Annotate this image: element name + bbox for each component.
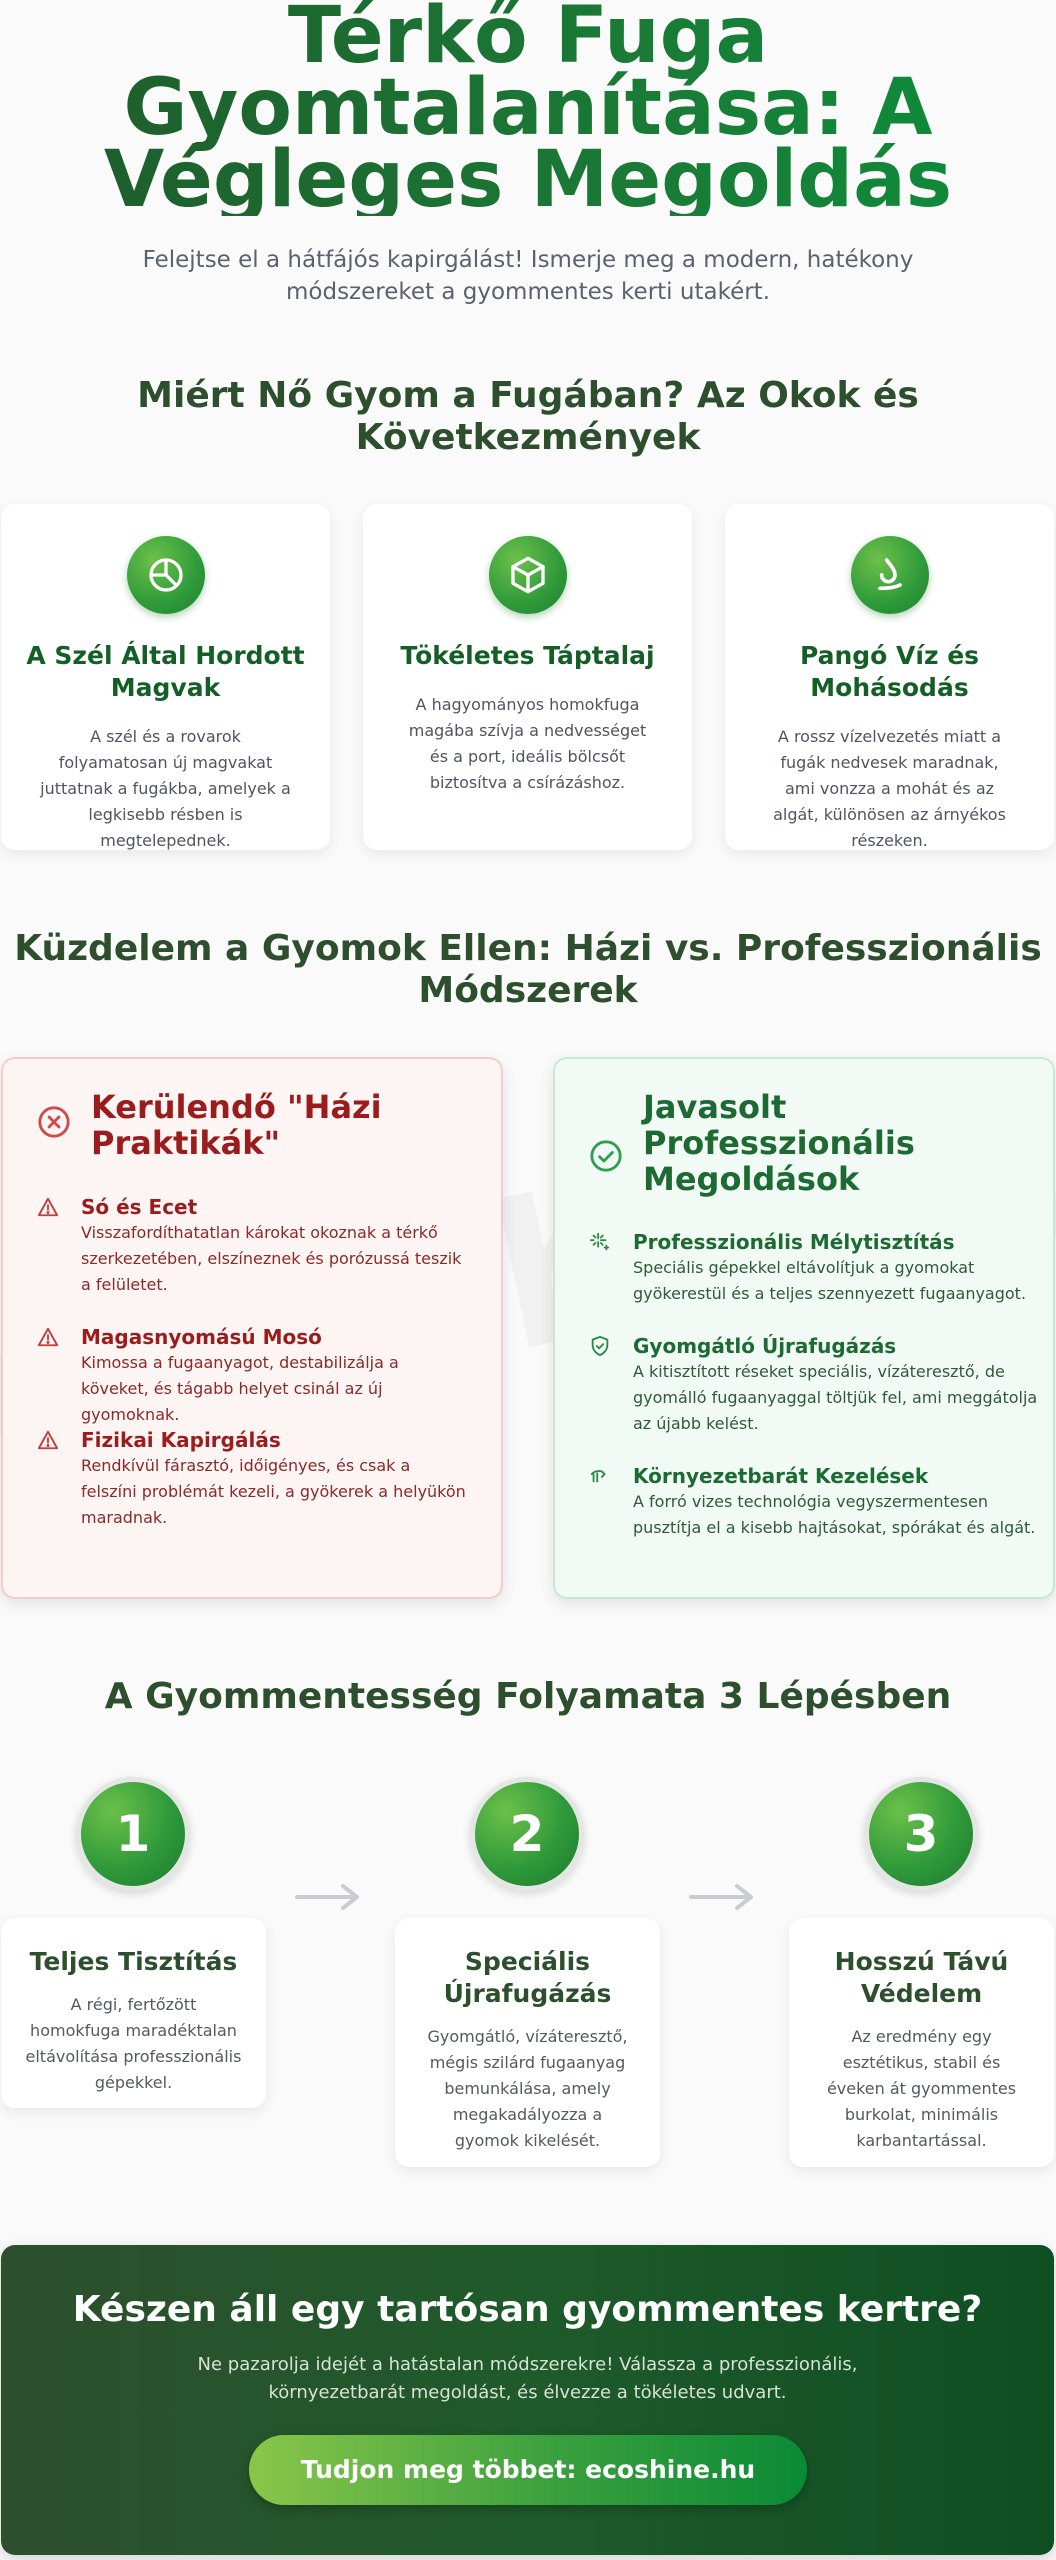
cause-card-title: A Szél Által Hordott Magvak — [26, 641, 305, 702]
cause-card-water — [725, 504, 1054, 850]
step-card-2 — [395, 1918, 660, 2167]
good-method-text: A forró vizes technológia vegyszermentesen pusztítja el a kisebb hajtásokat, spórákat és algát. — [633, 1492, 1036, 1537]
good-method-title: Professzionális Mélytisztítás — [633, 1230, 955, 1254]
bad-methods-panel — [1, 1057, 503, 1599]
bad-method-title: Magasnyomású Mosó — [81, 1325, 322, 1349]
leaf-spray-icon — [589, 1465, 611, 1487]
cta-section — [1, 2245, 1054, 2555]
x-circle-icon — [37, 1105, 71, 1139]
step-card-title: Hosszú Távú Védelem — [834, 1947, 1009, 2008]
pie-chart-icon — [127, 536, 205, 614]
good-method-text: Speciális gépekkel eltávolítjuk a gyomokat gyökerestül és a teljes szennyezett fugaanyagot. — [633, 1258, 1027, 1303]
good-method-title: Környezetbarát Kezelések — [633, 1464, 929, 1488]
bad-method-item — [37, 1324, 471, 1428]
compare-title: Küzdelem a Gyomok Ellen: Házi vs. Professzionális Módszerek — [14, 928, 1042, 1011]
good-method-text: A kitisztított réseket speciális, vízáteresztő, de gyomálló fugaanyaggal töltjük fel, ami meggátolja az újabb kelést. — [633, 1362, 1038, 1433]
bad-method-title: Só és Ecet — [81, 1195, 198, 1219]
step-card-title: Speciális Újrafugázás — [443, 1947, 612, 2008]
check-circle-icon — [589, 1139, 623, 1173]
bad-method-title: Fizikai Kapirgálás — [81, 1428, 281, 1452]
cause-card-text: A rossz vízelvezetés miatt a fugák nedvesek maradnak, ami vonzza a mohát és az algát, különösen az árnyékos részeken. — [773, 727, 1006, 850]
good-method-item — [589, 1333, 1043, 1437]
cube-icon — [489, 536, 567, 614]
learn-more-button[interactable]: Tudjon meg többet: ecoshine.hu — [249, 2435, 807, 2505]
cause-card-text: A hagyományos homokfuga magába szívja a nedvességet és a port, ideális bölcsőt biztosítva a csírázáshoz. — [408, 695, 647, 792]
arrow-right-icon — [293, 1882, 363, 1912]
step-card-text: Gyomgátló, vízáteresztő, mégis szilárd fugaanyag bemunkálása, amely megakadályozza a gyomok kikelését. — [427, 2027, 628, 2150]
bad-methods-header — [37, 1089, 471, 1161]
step-number-1: 1 — [76, 1777, 190, 1891]
bad-method-item — [37, 1194, 471, 1298]
arrow-right-icon — [687, 1882, 757, 1912]
cause-card-title: Pangó Víz és Mohásodás — [799, 641, 980, 702]
cause-card-title: Tökéletes Táptalaj — [400, 641, 655, 670]
sparkle-icon — [589, 1231, 611, 1253]
good-methods-panel — [553, 1057, 1055, 1599]
bad-method-text: Kimossa a fugaanyagot, destabilizálja a köveket, és tágabb helyet csinál az új gyomoknak. — [81, 1353, 399, 1424]
step-card-1 — [1, 1918, 266, 2108]
warning-icon — [37, 1326, 59, 1348]
causes-title: Miért Nő Gyom a Fugában? Az Okok és Következmények — [137, 375, 919, 458]
good-method-item — [589, 1463, 1043, 1541]
bad-method-text: Rendkívül fárasztó, időigényes, és csak a felszíni problémát kezeli, a gyökerek a helyükön maradnak. — [81, 1456, 466, 1527]
step-card-text: Az eredmény egy esztétikus, stabil és éveken át gyommentes burkolat, minimális karbantartással. — [826, 2027, 1017, 2150]
steps-title: A Gyommentesség Folyamata 3 Lépésben — [104, 1676, 952, 1717]
page-title: Térkő Fuga Gyomtalanítása: A Végleges Megoldás — [78, 0, 978, 216]
good-method-item — [589, 1229, 1043, 1307]
good-methods-header — [589, 1089, 1003, 1197]
hero-section — [0, 0, 1056, 308]
shield-check-icon — [589, 1335, 611, 1357]
warning-icon — [37, 1429, 59, 1451]
step-card-title: Teljes Tisztítás — [29, 1947, 238, 1976]
step-card-text: A régi, fertőzött homokfuga maradéktalan eltávolítása professzionális gépekkel. — [25, 1995, 242, 2092]
bad-methods-title: Kerülendő "Házi Praktikák" — [91, 1088, 382, 1162]
cta-text: Ne pazarolja idejét a hatástalan módszerekre! Válassza a professzionális, környezetbarát megoldást, és élvezze a tökéletes udvart. — [197, 2354, 858, 2403]
hero-subtitle: Felejtse el a hátfájós kapirgálást! Ismerje meg a modern, hatékony módszereket a gyommentes kerti utakért. — [142, 247, 914, 305]
cause-card-substrate — [363, 504, 692, 850]
cause-card-seeds — [1, 504, 330, 850]
warning-icon — [37, 1196, 59, 1218]
step-number-3: 3 — [864, 1777, 978, 1891]
cause-card-text: A szél és a rovarok folyamatosan új magvakat juttatnak a fugákba, amelyek a legkisebb résben is megtelepednek. — [40, 727, 291, 850]
step-card-3 — [789, 1918, 1054, 2167]
bad-method-text: Visszafordíthatatlan károkat okoznak a térkő szerkezetében, elszíneznek és porózussá teszik a felületet. — [81, 1223, 462, 1294]
water-drop-icon — [851, 536, 929, 614]
good-method-title: Gyomgátló Újrafugázás — [633, 1334, 897, 1358]
step-number-2: 2 — [470, 1777, 584, 1891]
cta-title: Készen áll egy tartósan gyommentes kertre? — [72, 2289, 983, 2330]
bad-method-item — [37, 1427, 471, 1531]
good-methods-title: Javasolt Professzionális Megoldások — [643, 1088, 915, 1198]
